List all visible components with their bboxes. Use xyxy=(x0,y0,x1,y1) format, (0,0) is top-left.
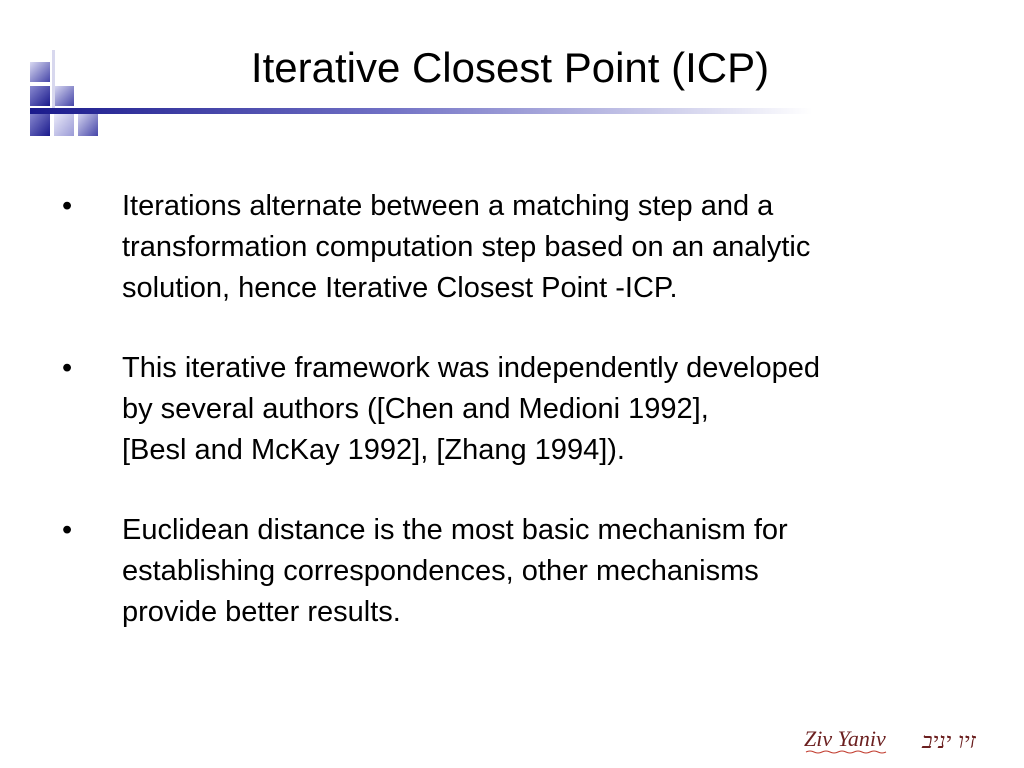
bullet-item xyxy=(0,510,1024,633)
signature-hebrew: זיו יניב xyxy=(922,729,976,754)
bullet-text-line: transformation computation step based on an analytic xyxy=(122,231,811,263)
bullet-mark: • xyxy=(62,514,73,546)
title-underline xyxy=(30,108,812,114)
bullet-text-line: establishing correspondences, other mechanisms xyxy=(122,555,759,587)
bullet-mark: • xyxy=(62,352,73,384)
bullet-text-line: This iterative framework was independently developed xyxy=(122,352,820,384)
author-signature xyxy=(800,718,1015,762)
bullet-item xyxy=(0,186,1024,309)
bullet-text-line: by several authors ([Chen and Medioni 1992], xyxy=(122,393,709,425)
bullet-text-line: Euclidean distance is the most basic mechanism for xyxy=(122,514,788,546)
signature-latin: Ziv Yaniv xyxy=(804,726,886,751)
bullet-text-line: [Besl and McKay 1992], [Zhang 1994]). xyxy=(122,434,625,466)
slide-title: Iterative Closest Point (ICP) xyxy=(250,44,770,91)
bullet-text-line: Iterations alternate between a matching step and a xyxy=(122,190,774,222)
bullet-list xyxy=(0,186,1024,672)
bullet-item xyxy=(0,348,1024,471)
bullet-text-line: provide better results. xyxy=(122,596,401,628)
bullet-text-line: solution, hence Iterative Closest Point -ICP. xyxy=(122,272,678,304)
bullet-mark: • xyxy=(62,190,73,222)
block-squares xyxy=(30,50,98,136)
